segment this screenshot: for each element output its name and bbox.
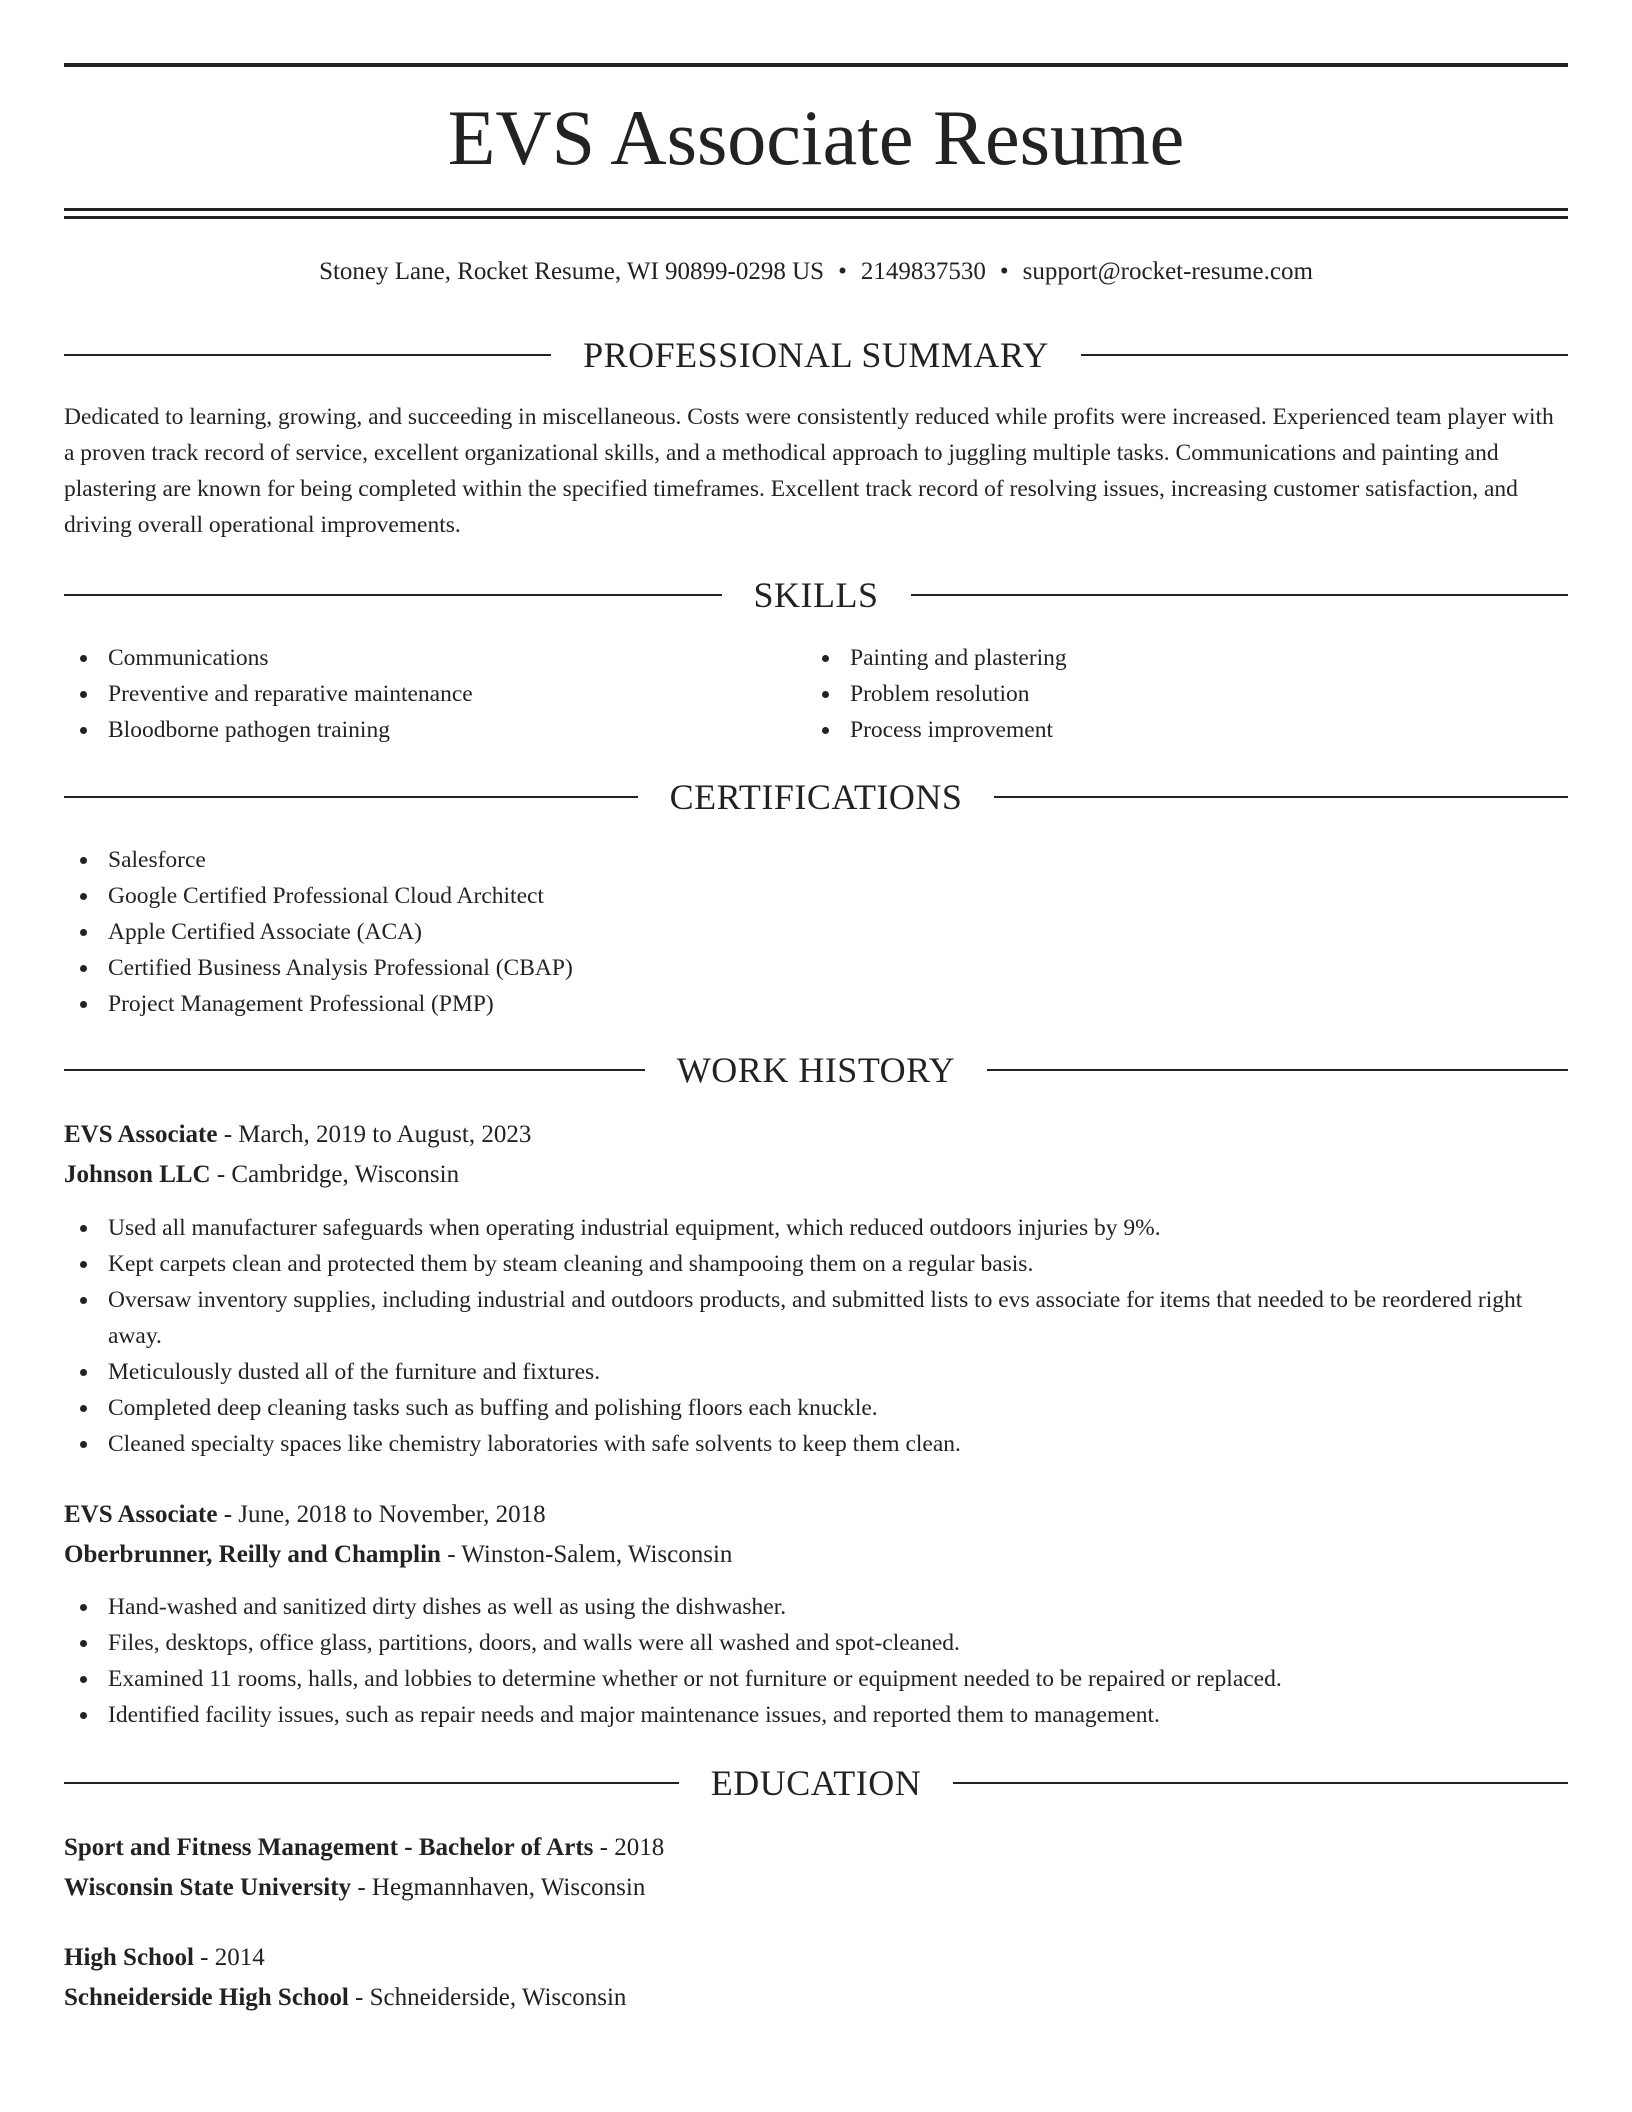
- section-rule-left: [64, 1069, 645, 1071]
- job-entry: [64, 1495, 1568, 1575]
- section-title: EDUCATION: [710, 1763, 922, 1803]
- skills-list-left: [64, 640, 804, 748]
- certification-item: Certified Business Analysis Professional (CBAP): [64, 950, 1568, 986]
- title-double-rule-upper: [64, 208, 1568, 211]
- education-location: - Hegmannhaven, Wisconsin: [351, 1874, 646, 1901]
- education-year: - 2014: [193, 1944, 265, 1971]
- skill-item: Communications: [64, 640, 804, 676]
- title-double-rule-lower: [64, 216, 1568, 219]
- section-title: PROFESSIONAL SUMMARY: [583, 335, 1049, 375]
- education-entry: [64, 1828, 1568, 1908]
- job-entry: [64, 1115, 1568, 1195]
- section-header-summary: [64, 335, 1568, 375]
- job-location: - Cambridge, Wisconsin: [210, 1161, 460, 1188]
- section-rule-left: [64, 796, 638, 798]
- section-header-education: [64, 1763, 1568, 1803]
- page-title: EVS Associate Resume: [447, 94, 1185, 181]
- job-bullet: Used all manufacturer safeguards when operating industrial equipment, which reduced outdoors injuries by 9%.: [64, 1210, 1568, 1246]
- section-title: CERTIFICATIONS: [669, 777, 963, 817]
- contact-email: support@rocket-resume.com: [1022, 258, 1313, 285]
- job-bullet: Cleaned specialty spaces like chemistry laboratories with safe solvents to keep them clean.: [64, 1426, 1568, 1462]
- section-header-certifications: [64, 777, 1568, 817]
- job-bullet: Hand-washed and sanitized dirty dishes as well as using the dishwasher.: [64, 1589, 1568, 1625]
- job-bullet: Identified facility issues, such as repair needs and major maintenance issues, and reported them to management.: [64, 1697, 1568, 1733]
- education-school-line: [64, 1868, 1568, 1908]
- top-rule: [64, 63, 1568, 67]
- certification-item: Salesforce: [64, 842, 1568, 878]
- education-degree-line: [64, 1938, 1568, 1978]
- job-bullet: Examined 11 rooms, halls, and lobbies to determine whether or not furniture or equipment needed to be repaired or replaced.: [64, 1661, 1568, 1697]
- job-title: EVS Associate: [64, 1121, 218, 1148]
- section-rule-right: [987, 1069, 1568, 1071]
- skill-item: Painting and plastering: [806, 640, 1546, 676]
- section-rule-right: [994, 796, 1568, 798]
- section-rule-right: [1081, 354, 1568, 356]
- education-degree-line: [64, 1828, 1568, 1868]
- job-bullet: Kept carpets clean and protected them by steam cleaning and shampooing them on a regular basis.: [64, 1246, 1568, 1282]
- section-header-work-history: [64, 1050, 1568, 1090]
- contact-separator: •: [838, 258, 847, 285]
- education-degree: Sport and Fitness Management - Bachelor of Arts: [64, 1834, 594, 1861]
- section-rule-right: [953, 1782, 1568, 1784]
- skill-item: Problem resolution: [806, 676, 1546, 712]
- section-title: WORK HISTORY: [676, 1050, 956, 1090]
- contact-line: [64, 252, 1568, 292]
- job-bullets: [64, 1210, 1568, 1462]
- job-bullets: [64, 1589, 1568, 1733]
- contact-phone: 2149837530: [860, 258, 986, 285]
- education-school: Schneiderside High School: [64, 1984, 349, 2011]
- skill-item: Preventive and reparative maintenance: [64, 676, 804, 712]
- job-company: Johnson LLC: [64, 1161, 211, 1188]
- education-year: - 2018: [593, 1834, 665, 1861]
- job-title: EVS Associate: [64, 1501, 218, 1528]
- summary-text: Dedicated to learning, growing, and succeeding in miscellaneous. Costs were consistently reduced while profits were increased. Experienced team player with a proven track record of service, excellent organizational skills, and a methodical approach to juggling multiple tasks. Communications and painting and plastering are known for being completed within the specified timeframes. Excellent track record of resolving issues, increasing customer satisfaction, and driving overall operational improvements.: [64, 404, 1554, 538]
- certification-item: Project Management Professional (PMP): [64, 986, 1568, 1022]
- job-bullet: Files, desktops, office glass, partitions, doors, and walls were all washed and spot-cleaned.: [64, 1625, 1568, 1661]
- section-title: SKILLS: [753, 575, 879, 615]
- section-header-skills: [64, 575, 1568, 615]
- education-school-line: [64, 1978, 1568, 2018]
- job-bullet: Oversaw inventory supplies, including industrial and outdoors products, and submitted lists to evs associate for items that needed to be reordered right away.: [64, 1282, 1568, 1354]
- job-title-line: [64, 1495, 1568, 1535]
- skill-item: Process improvement: [806, 712, 1546, 748]
- contact-separator: •: [999, 258, 1009, 285]
- job-company: Oberbrunner, Reilly and Champlin: [64, 1541, 441, 1568]
- section-rule-left: [64, 1782, 679, 1784]
- skill-item: Bloodborne pathogen training: [64, 712, 804, 748]
- certification-item: Google Certified Professional Cloud Architect: [64, 878, 1568, 914]
- job-dates: - June, 2018 to November, 2018: [217, 1501, 546, 1528]
- job-bullet: Meticulously dusted all of the furniture and fixtures.: [64, 1354, 1568, 1390]
- job-location: - Winston-Salem, Wisconsin: [440, 1541, 733, 1568]
- certification-item: Apple Certified Associate (ACA): [64, 914, 1568, 950]
- education-location: - Schneiderside, Wisconsin: [348, 1984, 627, 2011]
- contact-address: Stoney Lane, Rocket Resume, WI 90899-0298 US: [319, 258, 825, 285]
- section-rule-left: [64, 354, 551, 356]
- education-school: Wisconsin State University: [64, 1874, 352, 1901]
- skills-list-right: [806, 640, 1546, 748]
- job-dates: - March, 2019 to August, 2023: [217, 1121, 532, 1148]
- job-company-line: [64, 1535, 1568, 1575]
- education-entry: [64, 1938, 1568, 2018]
- certifications-list: [64, 842, 1568, 1022]
- job-title-line: [64, 1115, 1568, 1155]
- section-rule-right: [911, 594, 1569, 596]
- job-bullet: Completed deep cleaning tasks such as buffing and polishing floors each knuckle.: [64, 1390, 1568, 1426]
- job-company-line: [64, 1155, 1568, 1195]
- education-degree: High School: [64, 1944, 194, 1971]
- section-rule-left: [64, 594, 722, 596]
